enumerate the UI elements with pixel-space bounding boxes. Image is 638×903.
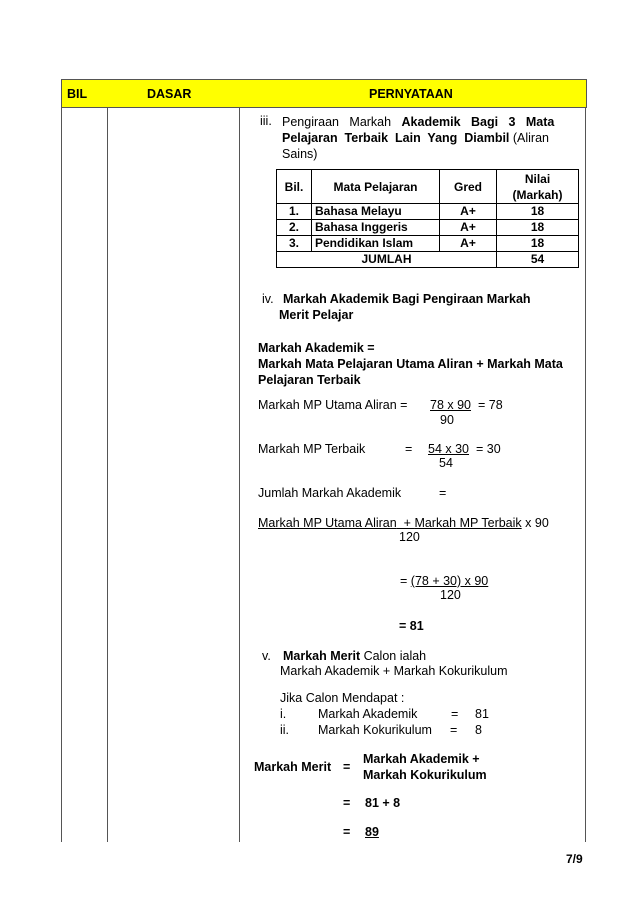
mp-utama-result: = 78 (478, 398, 503, 412)
list-ii-label: Markah Kokurikulum (318, 723, 432, 737)
item-iii-line3: Sains) (282, 147, 318, 161)
formula-plus: + (396, 516, 415, 530)
col-markah-label: (Markah) (512, 187, 563, 202)
item-iv-title-line2: Merit Pelajar (279, 308, 354, 322)
table-row (277, 220, 579, 236)
row-grade: A+ (440, 220, 497, 236)
item-iii-line1-plain: Pengiraan Markah (282, 115, 402, 129)
document-table (61, 79, 586, 842)
item-v-title-plain: Calon ialah (360, 649, 427, 663)
col-nilai-label: Nilai (524, 171, 551, 186)
column-divider-dasar (239, 79, 240, 842)
calc-denominator: 120 (440, 588, 461, 602)
merit-step-equals: = (343, 796, 351, 810)
list-ii-number: ii. (280, 723, 290, 737)
merit-label: Markah Merit (254, 760, 332, 774)
column-divider-left (61, 79, 62, 842)
definition-line2: Markah Mata Pelajaran Utama Aliran + Markah Mata (258, 357, 563, 371)
calc-equals: = (400, 574, 411, 588)
row-bil: 1. (277, 204, 312, 220)
row-mark: 18 (497, 236, 579, 252)
header-dasar: DASAR (147, 87, 192, 101)
col-nilai (497, 170, 579, 204)
merit-formula-line2: Markah Kokurikulum (363, 768, 487, 782)
row-grade: A+ (440, 204, 497, 220)
item-iii-line2-plain: (Aliran (509, 131, 549, 145)
merit-final-value: 89 (365, 825, 379, 839)
col-bil: Bil. (277, 170, 312, 204)
mp-terbaik-denominator: 54 (439, 456, 453, 470)
row-grade: A+ (440, 236, 497, 252)
list-i-number: i. (280, 707, 287, 721)
item-v-line2: Markah Akademik + Markah Kokurikulum (280, 664, 508, 678)
item-iv-number: iv. (262, 292, 274, 306)
formula-times: x 90 (521, 516, 549, 530)
subject-marks-table (276, 169, 579, 268)
table-row (277, 236, 579, 252)
item-iii-number: iii. (260, 114, 272, 128)
calc-numerator: (78 + 30) x 90 (410, 574, 489, 588)
item-iii-line1-bold: Akademik Bagi 3 Mata (401, 115, 555, 129)
row-mark: 18 (497, 204, 579, 220)
jika-label: Jika Calon Mendapat : (280, 691, 405, 705)
table-row (277, 204, 579, 220)
col-mata-pelajaran: Mata Pelajaran (312, 170, 440, 204)
list-i-label: Markah Akademik (318, 707, 418, 721)
jumlah-formula (258, 516, 549, 530)
item-iii-text (282, 114, 578, 162)
formula-denominator: 120 (399, 530, 420, 544)
row-bil: 2. (277, 220, 312, 236)
item-v-title (283, 649, 426, 663)
mp-terbaik-equals: = (405, 442, 413, 456)
mp-utama-label: Markah MP Utama Aliran = (258, 398, 408, 412)
item-v-title-bold: Markah Merit (283, 649, 361, 663)
merit-step: 81 + 8 (365, 796, 401, 810)
header-bil: BIL (67, 87, 88, 101)
row-subject: Bahasa Inggeris (312, 220, 440, 236)
row-bil: 3. (277, 236, 312, 252)
jumlah-label: Jumlah Markah Akademik (258, 486, 402, 500)
row-mark: 18 (497, 220, 579, 236)
definition-line1: Markah Akademik = (258, 341, 375, 355)
merit-equals: = (343, 760, 351, 774)
mp-utama-denominator: 90 (440, 413, 454, 427)
table-header-row (61, 79, 587, 108)
mp-terbaik-numerator: 54 x 30 (428, 442, 470, 456)
table-total-row (277, 252, 579, 268)
page-number: 7/9 (566, 852, 583, 866)
list-ii-equals: = (450, 723, 458, 737)
column-divider-right (585, 79, 586, 842)
total-label: JUMLAH (277, 252, 497, 268)
mp-terbaik-result: = 30 (476, 442, 501, 456)
list-i-value: 81 (475, 707, 489, 721)
academic-result: = 81 (399, 619, 424, 633)
row-subject: Bahasa Melayu (312, 204, 440, 220)
list-i-equals: = (451, 707, 459, 721)
row-subject: Pendidikan Islam (312, 236, 440, 252)
list-ii-value: 8 (475, 723, 482, 737)
mp-utama-numerator: 78 x 90 (430, 398, 472, 412)
mp-terbaik-label: Markah MP Terbaik (258, 442, 366, 456)
definition-line3: Pelajaran Terbaik (258, 373, 361, 387)
jumlah-equals: = (439, 486, 447, 500)
formula-mp-terbaik: Markah MP Terbaik (414, 516, 522, 530)
col-gred: Gred (440, 170, 497, 204)
merit-final-equals: = (343, 825, 351, 839)
item-iii-line2-bold: Pelajaran Terbaik Lain Yang Diambil (282, 131, 510, 145)
calc-line (400, 574, 488, 588)
item-iv-title-line1: Markah Akademik Bagi Pengiraan Markah (283, 292, 531, 306)
item-v-number: v. (262, 649, 271, 663)
total-value: 54 (497, 252, 579, 268)
subject-table-header (277, 170, 579, 204)
header-pernyataan: PERNYATAAN (369, 87, 453, 101)
column-divider-bil (107, 79, 108, 842)
merit-formula-line1: Markah Akademik + (363, 752, 480, 766)
formula-mp-utama: Markah MP Utama Aliran (258, 516, 397, 530)
